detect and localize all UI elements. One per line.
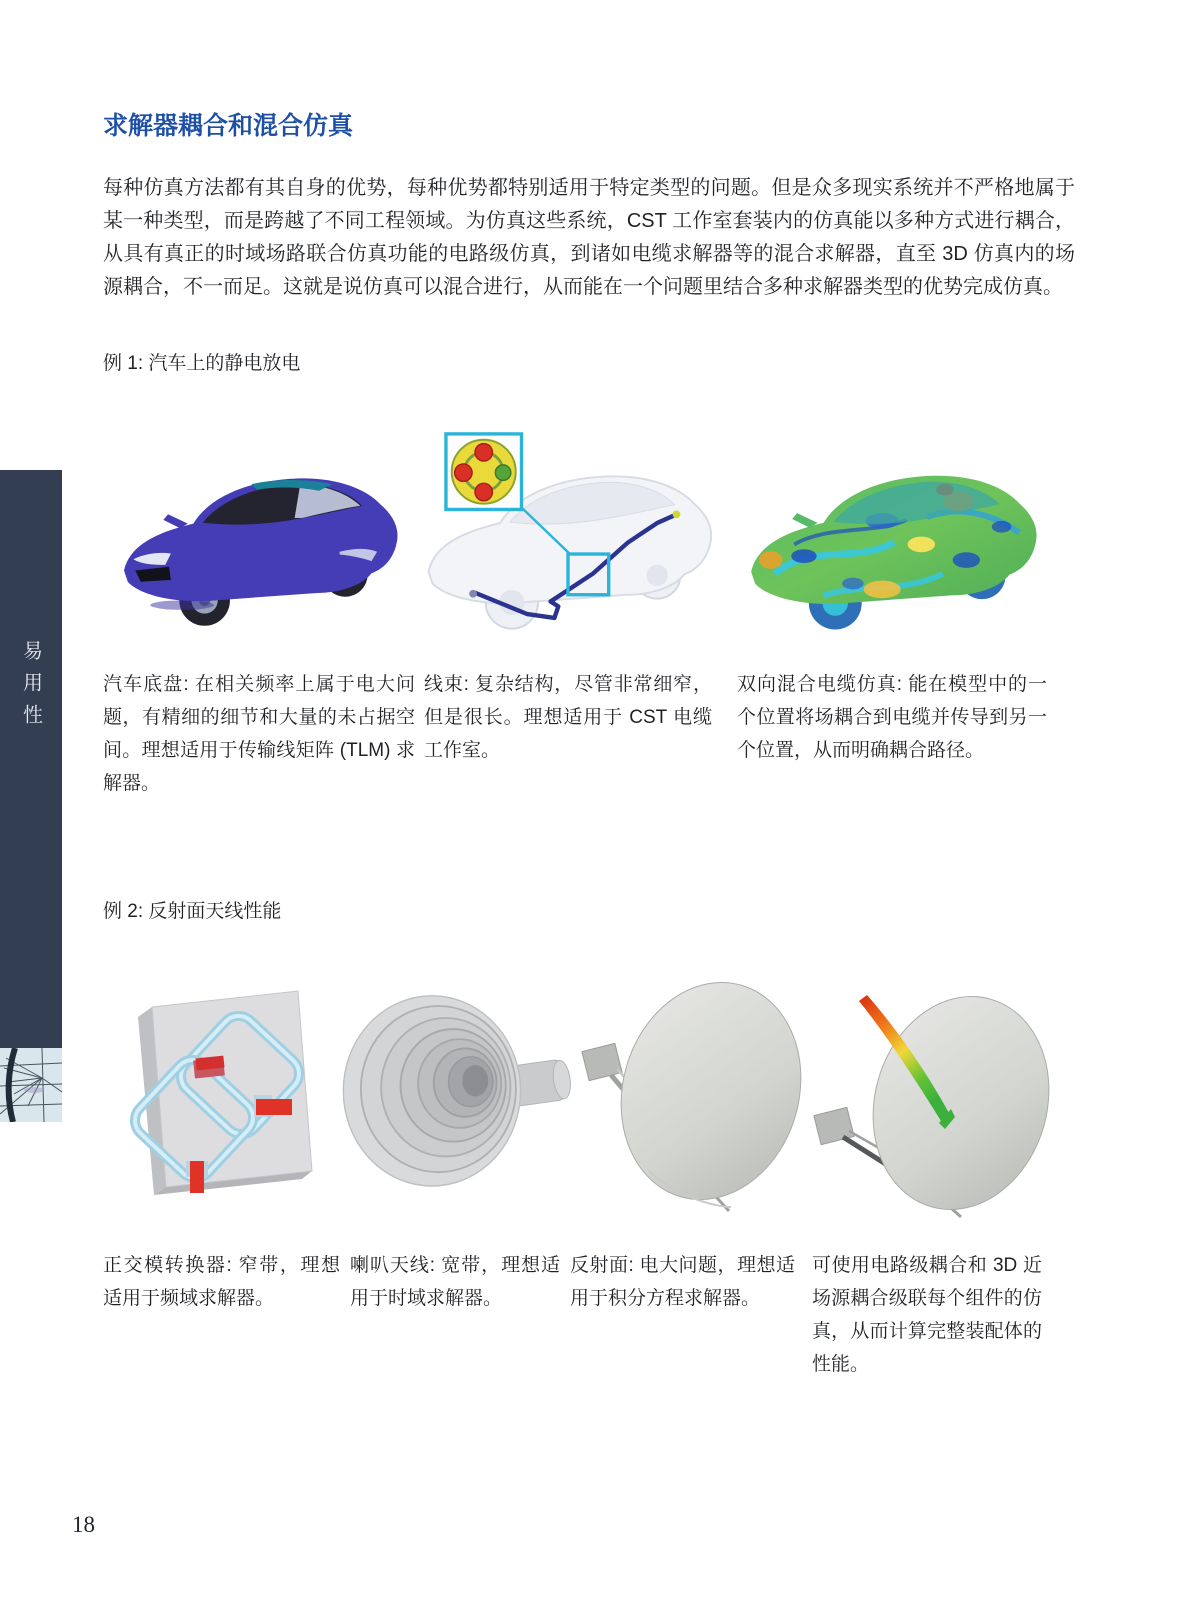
example1-figure-3 (737, 427, 1047, 652)
example2-caption-3: 反射面: 电大问题，理想适用于积分方程求解器。 (570, 1255, 795, 1309)
example1-caption-3: 双向混合电缆仿真: 能在模型中的一个位置将场耦合到电缆并传导到另一个位置，从而明确耦合路径。 (737, 674, 1047, 761)
example1-figure-1 (103, 427, 415, 652)
example2-caption-row (103, 1249, 1075, 1381)
wireframe-mesh-image (0, 1048, 62, 1122)
example1-caption-2: 线束: 复杂结构，尽管非常细窄，但是很长。理想适用于 CST 电缆工作室。 (424, 674, 712, 761)
sidebar-chapter-tab (0, 470, 62, 1048)
example2-label: 例 2: 反射面天线性能 (103, 901, 282, 922)
example2-figure-row (103, 975, 1075, 1223)
page-number: 18 (72, 1512, 95, 1537)
example2-figure-2 (350, 975, 560, 1205)
page-title: 求解器耦合和混合仿真 (103, 112, 354, 140)
reflector-dish-beam-image (793, 975, 1061, 1223)
orthomode-transducer-image (116, 975, 328, 1205)
intro-paragraph: 每种仿真方法都有其自身的优势，每种优势都特别适用于特定类型的问题。但是众多现实系统并不严格地属于某一种类型，而是跨越了不同工程领域。为仿真这些系统，CST 工作室套装内的仿真能以多种方式进行耦合，从具有真正的时域场路联合仿真功能的电路级仿真，到诸如电缆求解器等的混合求解器，直至 3D 仿真内的场源耦合，不一而足。这就是说仿真可以混合进行，从而能在一个问题里结合多种求解器类型的优势完成仿真。 (103, 177, 1075, 298)
example1-caption-row (103, 668, 1075, 800)
cable-harness-car-image (413, 427, 723, 652)
example2-caption-1: 正交模转换器: 窄带，理想适用于频域求解器。 (103, 1255, 340, 1309)
example2-figure-3 (570, 975, 795, 1217)
field-simulation-car-image (727, 427, 1057, 652)
content-column (103, 0, 1075, 1381)
example1-figure-2 (424, 427, 712, 652)
example2-figure-4 (812, 975, 1042, 1223)
blue-car-model-image (109, 427, 409, 652)
example2-caption-4: 可使用电路级耦合和 3D 近场源耦合级联每个组件的仿真，从而计算完整装配体的性能。 (812, 1255, 1042, 1375)
example1-figure-row (103, 427, 1075, 652)
example1-caption-1: 汽车底盘: 在相关频率上属于电大问题，有精细的细节和大量的未占据空间。理想适用于传输线矩阵 (TLM) 求解器。 (103, 674, 415, 794)
example1-label: 例 1: 汽车上的静电放电 (103, 353, 301, 374)
sidebar-wireframe-thumbnail (0, 1048, 62, 1122)
horn-antenna-image (335, 975, 575, 1205)
example2-caption-2: 喇叭天线: 宽带，理想适用于时域求解器。 (350, 1255, 560, 1309)
reflector-dish-image (559, 975, 807, 1217)
example2-figure-1 (103, 975, 340, 1205)
sidebar-chapter-label: 易用性 (19, 640, 42, 736)
